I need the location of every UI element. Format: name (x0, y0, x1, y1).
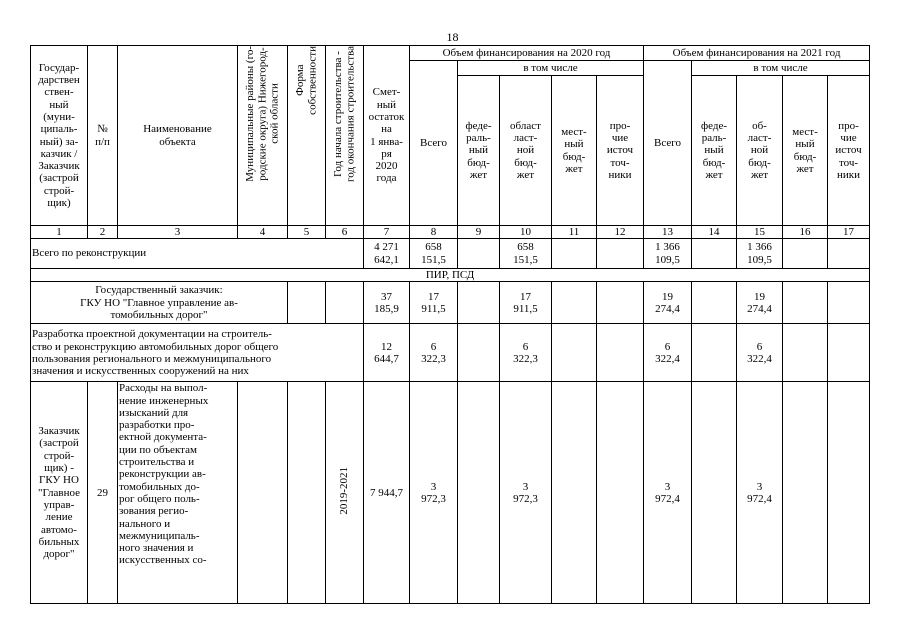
design-row-other-2020 (597, 324, 644, 382)
column-number: 3 (118, 226, 238, 239)
state-customer-other-2020 (597, 282, 644, 324)
total-row-federal-2021 (692, 239, 737, 269)
column-number: 5 (288, 226, 326, 239)
item-district (238, 382, 288, 604)
column-number: 1 (31, 226, 88, 239)
header-years (326, 46, 364, 226)
state-customer-years (326, 282, 364, 324)
header-balance: Смет- ный остаток на 1 янва- ря 2020 года (364, 46, 410, 226)
header-customer: Государ- дарствен ствен- ный (муни- ципаль- ный) за- казчик / Заказчик (застрой строй- щик) (31, 46, 88, 226)
design-row (31, 324, 870, 382)
design-row-total-2021: 6 322,4 (644, 324, 692, 382)
header-local-2020: мест- ный бюд- жет (552, 76, 597, 226)
item-total-2020: 3 972,3 (410, 382, 458, 604)
column-number: 4 (238, 226, 288, 239)
header-row-1 (31, 46, 870, 61)
total-row-other-2021 (828, 239, 870, 269)
total-row-total-2021: 1 366 109,5 (644, 239, 692, 269)
design-row-total-2020: 6 322,3 (410, 324, 458, 382)
header-other-2021: про- чие источ точ- ники (828, 76, 870, 226)
state-customer-label: Государственный заказчик: ГКУ НО "Главное управление ав- томобильных дорог" (31, 282, 288, 324)
header-funding-2020: Объем финансирования на 2020 год (410, 46, 644, 61)
total-row-other-2020 (597, 239, 644, 269)
state-customer-local-2020 (552, 282, 597, 324)
header-including-2021: в том числе (692, 61, 870, 76)
section-title: ПИР, ПСД (31, 269, 870, 282)
state-customer-row (31, 282, 870, 324)
page-number: 18 (446, 30, 459, 44)
item-federal-2021 (692, 382, 737, 604)
total-row-local-2020 (552, 239, 597, 269)
header-regional-2021: об- ласт- ной бюд- жет (737, 76, 783, 226)
state-customer-regional-2021: 19 274,4 (737, 282, 783, 324)
design-row-label: Разработка проектной документации на строитель- ство и реконструкцию автомобильных дорог общего пользования регионального и межмуниципального значения и искусственных сооружений на них (31, 324, 364, 382)
design-row-federal-2020 (458, 324, 500, 382)
column-number: 13 (644, 226, 692, 239)
header-including-2020: в том числе (458, 61, 644, 76)
header-district (238, 46, 288, 226)
column-number: 6 (326, 226, 364, 239)
header-ownership-text: Форма собственности (294, 46, 319, 115)
item-number: 29 (88, 382, 118, 604)
header-object: Наименование объекта (118, 46, 238, 226)
column-number: 8 (410, 226, 458, 239)
total-row-regional-2020: 658 151,5 (500, 239, 552, 269)
design-row-local-2021 (783, 324, 828, 382)
header-funding-2021: Объем финансирования на 2021 год (644, 46, 870, 61)
total-row-local-2021 (783, 239, 828, 269)
column-number: 10 (500, 226, 552, 239)
item-years (326, 382, 364, 604)
column-number: 16 (783, 226, 828, 239)
column-number: 7 (364, 226, 410, 239)
design-row-regional-2020: 6 322,3 (500, 324, 552, 382)
header-number: № п/п (88, 46, 118, 226)
column-numbers-row (31, 226, 870, 239)
item-row (31, 382, 870, 604)
funding-table (30, 45, 870, 604)
total-row-total-2020: 658 151,5 (410, 239, 458, 269)
item-local-2021 (783, 382, 828, 604)
total-row-label: Всего по реконструкции (31, 239, 364, 269)
total-row-federal-2020 (458, 239, 500, 269)
column-number: 9 (458, 226, 500, 239)
item-regional-2020: 3 972,3 (500, 382, 552, 604)
header-district-text: Муниципальные районы (го- родские округа) Нижегород- ской области (244, 46, 281, 182)
state-customer-balance: 37 185,9 (364, 282, 410, 324)
header-local-2021: мест- ный бюд- жет (783, 76, 828, 226)
section-row (31, 269, 870, 282)
column-number: 12 (597, 226, 644, 239)
column-number: 17 (828, 226, 870, 239)
state-customer-federal-2020 (458, 282, 500, 324)
header-federal-2020: феде- раль- ный бюд- жет (458, 76, 500, 226)
design-row-local-2020 (552, 324, 597, 382)
item-ownership (288, 382, 326, 604)
total-row (31, 239, 870, 269)
total-row-balance: 4 271 642,1 (364, 239, 410, 269)
item-total-2021: 3 972,4 (644, 382, 692, 604)
design-row-balance: 12 644,7 (364, 324, 410, 382)
design-row-other-2021 (828, 324, 870, 382)
item-customer: Заказчик (застрой строй- щик) - ГКУ НО "Главное управ- ление автомо- бильных дорог" (31, 382, 88, 604)
item-federal-2020 (458, 382, 500, 604)
item-local-2020 (552, 382, 597, 604)
header-regional-2020: област ласт- ной бюд- жет (500, 76, 552, 226)
state-customer-regional-2020: 17 911,5 (500, 282, 552, 324)
column-number: 14 (692, 226, 737, 239)
item-balance: 7 944,7 (364, 382, 410, 604)
state-customer-total-2021: 19 274,4 (644, 282, 692, 324)
header-other-2020: про- чие источ точ- ники (597, 76, 644, 226)
total-row-regional-2021: 1 366 109,5 (737, 239, 783, 269)
header-total-2021: Всего (644, 61, 692, 226)
header-years-text: Год начала строительства - год окончания строительства (332, 46, 357, 182)
item-other-2020 (597, 382, 644, 604)
item-object: Расходы на выпол- нение инженерных изысканий для разработки про- ектной документа- ции по объектам строительства и реконструкции ав- томобильных до- рог общего поль- зования регио- нального и межмуниципаль- ного значения и искусственных со- (118, 382, 238, 604)
state-customer-federal-2021 (692, 282, 737, 324)
state-customer-other-2021 (828, 282, 870, 324)
item-other-2021 (828, 382, 870, 604)
header-federal-2021: феде- раль- ный бюд- жет (692, 76, 737, 226)
state-customer-total-2020: 17 911,5 (410, 282, 458, 324)
header-ownership (288, 46, 326, 226)
item-years-text: 2019-2021 (338, 467, 351, 515)
column-number: 11 (552, 226, 597, 239)
state-customer-local-2021 (783, 282, 828, 324)
design-row-federal-2021 (692, 324, 737, 382)
header-total-2020: Всего (410, 61, 458, 226)
state-customer-ownership (288, 282, 326, 324)
column-number: 2 (88, 226, 118, 239)
design-row-regional-2021: 6 322,4 (737, 324, 783, 382)
item-regional-2021: 3 972,4 (737, 382, 783, 604)
column-number: 15 (737, 226, 783, 239)
